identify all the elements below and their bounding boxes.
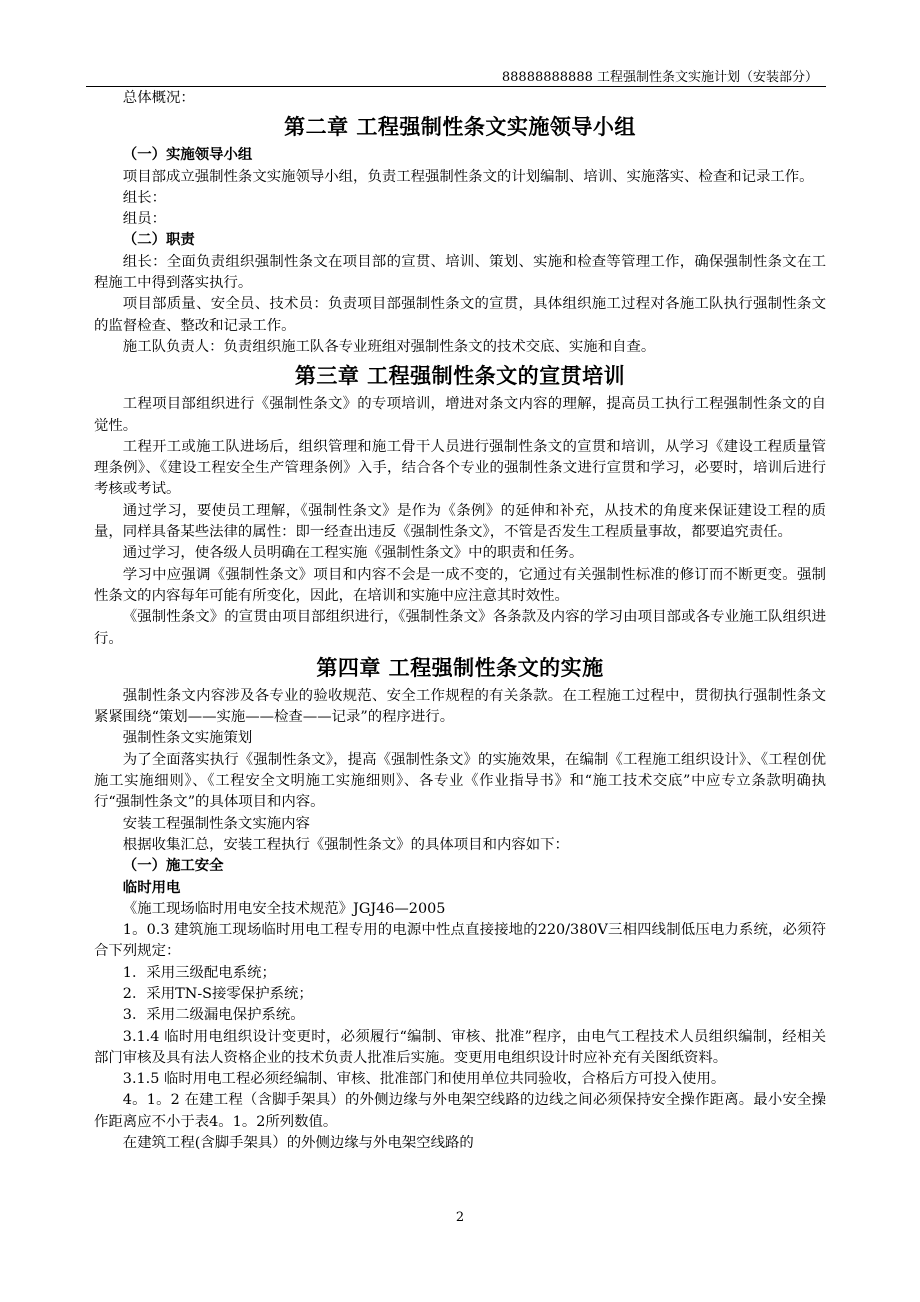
paragraph: 1。0.3 建筑施工现场临时用电工程专用的电源中性点直接接地的220/380V三相四线制低压电力系统，必须符合下列规定： bbox=[94, 922, 826, 960]
chapter-heading: 第二章 工程强制性条文实施领导小组 bbox=[284, 115, 636, 140]
paragraph: 强制性条文内容涉及各专业的验收规范、安全工作规程的有关条款。在工程施工过程中，贯彻执行强制性条文紧紧围绕“策划——实施——检查——记录”的程序进行。 bbox=[94, 687, 826, 726]
section-heading: （二）职责 bbox=[122, 232, 195, 249]
paragraph: 总体概况： bbox=[122, 90, 195, 106]
paragraph: 安装工程强制性条文实施内容 bbox=[122, 815, 310, 832]
paragraph: 《强制性条文》的宣贯由项目部组织进行，《强制性条文》各条款及内容的学习由项目部或各专业施工队组织进行。 bbox=[94, 609, 826, 647]
paragraph: 3.1.4 临时用电组织设计变更时，必须履行“编制、审核、批准”程序，由电气工程技术人员组织编制，经相关部门审核及具有法人资格企业的技术负责人批准后实施。变更用电组织设计时应补充有关图纸资料。 bbox=[94, 1028, 826, 1066]
paragraph: 组员： bbox=[122, 211, 166, 228]
paragraph: 项目部质量、安全员、技术员：负责项目部强制性条文的宣贯，具体组织施工过程对各施工队执行强制性条文的监督检查、整改和记录工作。 bbox=[94, 296, 826, 334]
paragraph: 工程开工或施工队进场后，组织管理和施工骨干人员进行强制性条文的宣贯和培训，从学习《建设工程质量管理条例》、《建设工程安全生产管理条例》入手，结合各个专业的强制性条文进行宣贯和学习，必要时，培训后进行考核或考试。 bbox=[94, 438, 826, 498]
paragraph: 2．采用TN-S接零保护系统； bbox=[122, 985, 313, 1002]
page-header bbox=[86, 64, 826, 87]
paragraph: 强制性条文实施策划 bbox=[122, 730, 253, 747]
section-heading: （一）实施领导小组 bbox=[122, 147, 253, 164]
paragraph: 通过学习，要使员工理解，《强制性条文》是作为《条例》的延伸和补充，从技术的角度来保证建设工程的质量，同样具备某些法律的属性：即一经查出违反《强制性条文》，不管是否发生工程质量事故，都要追究责任。 bbox=[94, 502, 826, 541]
section-heading: （一）施工安全 bbox=[122, 858, 224, 875]
paragraph: 根据收集汇总，安装工程执行《强制性条文》的具体项目和内容如下： bbox=[122, 836, 569, 853]
paragraph: 4。1。2 在建工程（含脚手架具）的外侧边缘与外电架空线路的边线之间必须保持安全操作距离。最小安全操作距离应不小于表4。1。2所列数值。 bbox=[94, 1092, 826, 1130]
paragraph: 《施工现场临时用电安全技术规范》JGJ46—2005 bbox=[122, 900, 446, 917]
paragraph: 为了全面落实执行《强制性条文》，提高《强制性条文》的实施效果，在编制《工程施工组织设计》、《工程创优施工实施细则》、《工程安全文明施工实施细则》、各专业《作业指导书》和“施工技术交底”中应专立条款明确执行“强制性条文”的具体项目和内容。 bbox=[94, 751, 826, 811]
document-body bbox=[94, 88, 826, 1154]
paragraph: 3．采用二级漏电保护系统。 bbox=[122, 1007, 305, 1024]
section-heading: 临时用电 bbox=[122, 879, 181, 896]
paragraph: 3.1.5 临时用电工程必须经编制、审核、批准部门和使用单位共同验收，合格后方可投入使用。 bbox=[122, 1071, 726, 1088]
chapter-heading: 第四章 工程强制性条文的实施 bbox=[316, 655, 604, 680]
page-number: 2 bbox=[455, 1210, 465, 1225]
paragraph: 通过学习，使各级人员明确在工程实施《强制性条文》中的职责和任务。 bbox=[122, 545, 584, 562]
paragraph: 工程项目部组织进行《强制性条文》的专项培训，增进对条文内容的理解，提高员工执行工程强制性条文的自觉性。 bbox=[94, 396, 826, 434]
paragraph: 施工队负责人：负责组织施工队各专业班组对强制性条文的技术交底、实施和自查。 bbox=[122, 338, 656, 355]
paragraph: 组长： bbox=[122, 189, 166, 206]
chapter-heading: 第三章 工程强制性条文的宣贯培训 bbox=[294, 364, 626, 389]
paragraph: 项目部成立强制性条文实施领导小组，负责工程强制性条文的计划编制、培训、实施落实、检查和记录工作。 bbox=[122, 168, 814, 185]
header-title: 88888888888 工程强制性条文实施计划（安装部分） bbox=[501, 70, 818, 85]
paragraph: 1．采用三级配电系统； bbox=[122, 964, 276, 981]
paragraph: 在建筑工程(含脚手架具）的外侧边缘与外电架空线路的 bbox=[122, 1135, 474, 1152]
paragraph: 学习中应强调《强制性条文》项目和内容不会是一成不变的，它通过有关强制性标准的修订而不断更变。强制性条文的内容每年可能有所变化，因此，在培训和实施中应注意其时效性。 bbox=[94, 566, 826, 604]
paragraph: 组长：全面负责组织强制性条文在项目部的宣贯、培训、策划、实施和检查等管理工作，确保强制性条文在工程施工中得到落实执行。 bbox=[94, 253, 826, 292]
